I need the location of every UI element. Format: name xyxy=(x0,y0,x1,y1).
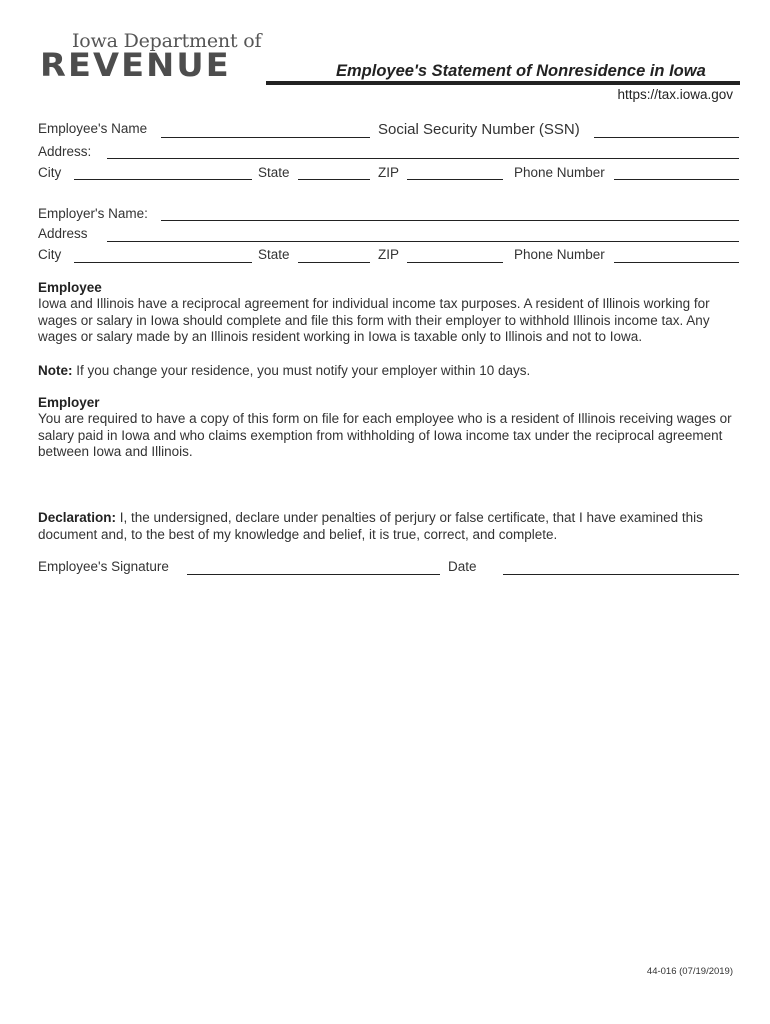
declaration-paragraph xyxy=(38,510,738,543)
employee-name-label: Employee's Name xyxy=(38,121,148,136)
note-label: Note: xyxy=(38,363,73,378)
logo-revenue-text: REVENUE xyxy=(40,46,231,84)
employee-section-text: Iowa and Illinois have a reciprocal agreement for individual income tax purposes. A resident of Illinois working for wages or salary in Iowa should complete and file this form with their employer to withhold Illinois income tax. Any wages or salary made by an Illinois resident working in Iowa is taxable only to Illinois and not to Iowa. xyxy=(38,296,710,344)
signature-field[interactable] xyxy=(187,574,440,575)
ssn-label: Social Security Number (SSN) xyxy=(378,121,580,138)
employee-zip-field[interactable] xyxy=(407,179,503,180)
logo-top-text: Iowa Department of xyxy=(72,30,262,52)
date-label: Date xyxy=(448,559,477,574)
employee-phone-label: Phone Number xyxy=(514,165,605,180)
employer-zip-field[interactable] xyxy=(407,262,503,263)
note-paragraph xyxy=(38,363,738,380)
employee-phone-field[interactable] xyxy=(614,179,739,180)
website-url[interactable]: https://tax.iowa.gov xyxy=(617,87,733,102)
employee-state-label: State xyxy=(258,165,290,180)
employee-section-heading: Employee xyxy=(38,280,102,295)
declaration-label: Declaration: xyxy=(38,510,117,525)
employee-name-field[interactable] xyxy=(161,137,370,138)
note-text: If you change your residence, you must notify your employer within 10 days. xyxy=(72,363,531,378)
employee-state-field[interactable] xyxy=(298,179,370,180)
employer-state-field[interactable] xyxy=(298,262,370,263)
employer-phone-field[interactable] xyxy=(614,262,739,263)
title-rule xyxy=(266,81,740,85)
employee-city-label: City xyxy=(38,165,62,180)
employer-name-field[interactable] xyxy=(161,220,739,221)
declaration-text: I, the undersigned, declare under penalties of perjury or false certificate, that I have examined this document and, to the best of my knowledge and belief, it is true, correct, and complete. xyxy=(38,510,703,542)
employer-zip-label: ZIP xyxy=(378,247,400,262)
ssn-field[interactable] xyxy=(594,137,739,138)
employer-section-heading: Employer xyxy=(38,395,100,410)
employer-phone-label: Phone Number xyxy=(514,247,605,262)
employer-address-field[interactable] xyxy=(107,241,739,242)
employer-city-label: City xyxy=(38,247,62,262)
employee-zip-label: ZIP xyxy=(378,165,400,180)
signature-label: Employee's Signature xyxy=(38,559,169,574)
form-title: Employee's Statement of Nonresidence in Iowa xyxy=(336,62,706,80)
employee-address-field[interactable] xyxy=(107,158,739,159)
employer-section-text: You are required to have a copy of this form on file for each employee who is a resident of Illinois receiving wages or salary paid in Iowa and who claims exemption from withholding of Iowa income tax under the reciprocal agreement between Iowa and Illinois. xyxy=(38,411,732,459)
form-number: 44-016 (07/19/2019) xyxy=(646,966,733,977)
employee-city-field[interactable] xyxy=(74,179,252,180)
employer-city-field[interactable] xyxy=(74,262,252,263)
employer-state-label: State xyxy=(258,247,290,262)
employer-address-label: Address xyxy=(38,226,88,241)
employer-name-label: Employer's Name: xyxy=(38,206,148,221)
date-field[interactable] xyxy=(503,574,739,575)
employee-address-label: Address: xyxy=(38,144,92,159)
